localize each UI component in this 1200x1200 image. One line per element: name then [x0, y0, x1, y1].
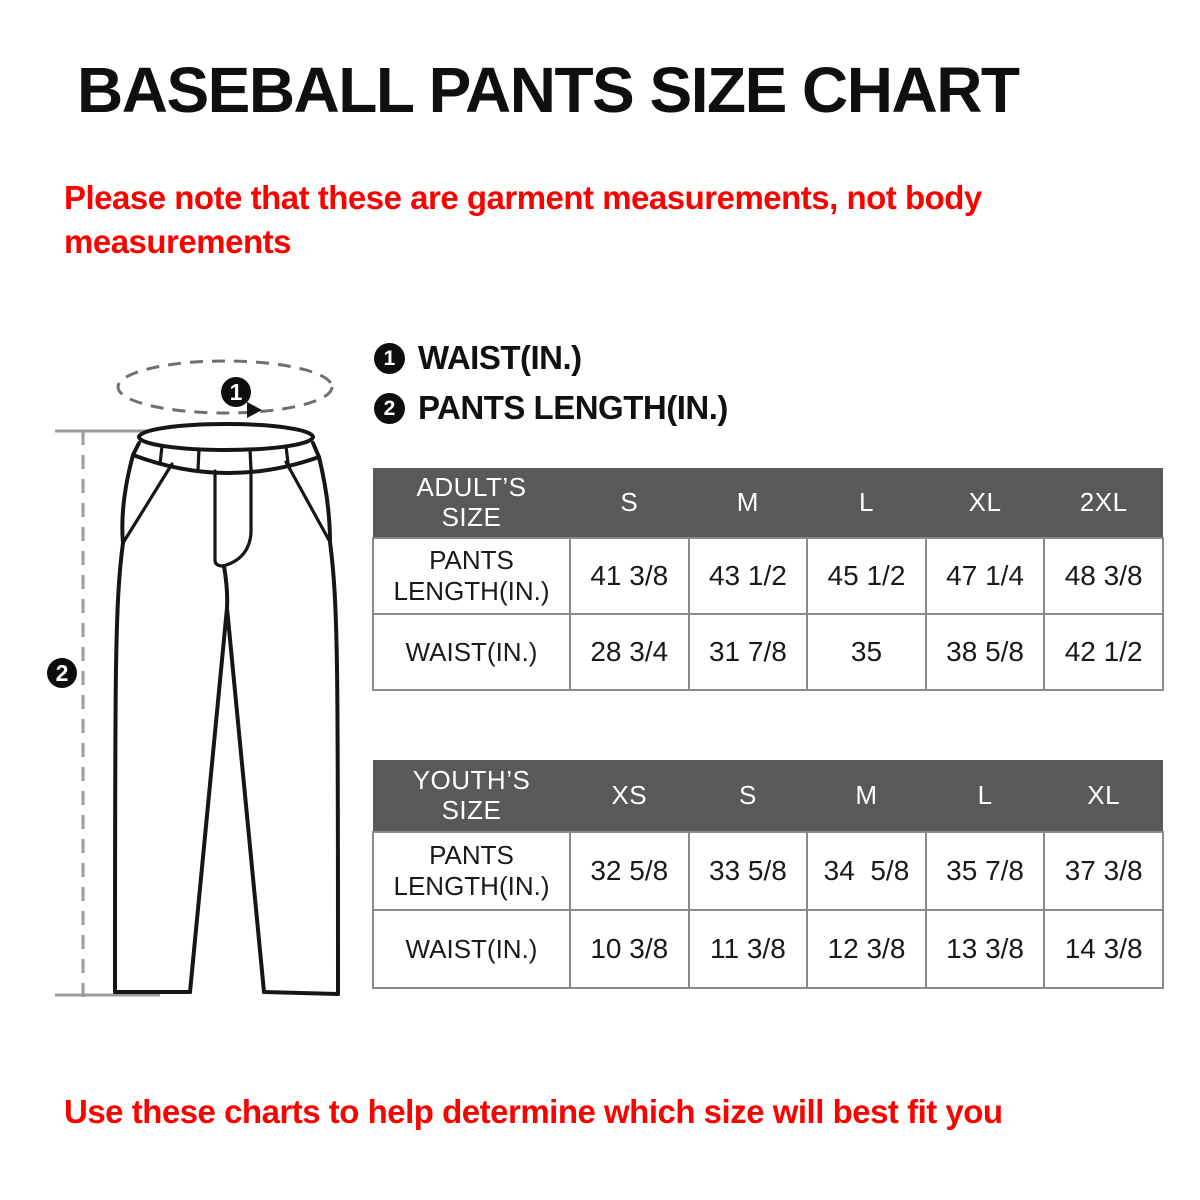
adult-waist-xl: 38 5/8: [926, 614, 1045, 690]
right-inseam: [227, 608, 264, 992]
adult-pants-length-xl: 47 1/4: [926, 538, 1045, 614]
legend-item-pants-length: [374, 383, 728, 433]
youth-pants-length-row: [373, 832, 1163, 910]
adult-pants-length-row: [373, 538, 1163, 614]
adult-pants-length-s: 41 3/8: [570, 538, 689, 614]
adult-size-col-xl: XL: [926, 468, 1045, 538]
pants-outline: [115, 424, 338, 994]
youth-size-col-s: S: [689, 760, 808, 832]
adult-waist-2xl: 42 1/2: [1044, 614, 1163, 690]
waist-measure-guide: [118, 361, 332, 418]
length-measure-guide: [47, 431, 160, 998]
page-title: BASEBALL PANTS SIZE CHART: [77, 54, 1019, 126]
pants-line-drawing: [35, 340, 365, 1040]
belt-loop: [198, 449, 199, 470]
youth-waist-xl: 14 3/8: [1044, 910, 1163, 988]
youth-waist-label: WAIST(IN.): [373, 910, 570, 988]
circled-2-number: 2: [55, 660, 69, 686]
belt-loop: [160, 446, 162, 464]
adult-header-row: [373, 468, 1163, 538]
legend-item-waist: [374, 333, 728, 383]
adult-waist-m: 31 7/8: [689, 614, 808, 690]
adult-size-col-s: S: [570, 468, 689, 538]
adult-pants-length-m: 43 1/2: [689, 538, 808, 614]
adult-waist-l: 35: [807, 614, 926, 690]
adult-pants-length-l: 45 1/2: [807, 538, 926, 614]
pants-diagram: [35, 340, 365, 1040]
youth-pants-length-xl: 37 3/8: [1044, 832, 1163, 910]
right-hem: [264, 992, 338, 994]
left-outer-seam: [115, 455, 133, 992]
youth-header-row: [373, 760, 1163, 832]
youth-waist-m: 12 3/8: [807, 910, 926, 988]
adult-size-table: [372, 468, 1164, 691]
adult-size-col-2xl: 2XL: [1044, 468, 1163, 538]
left-inseam: [190, 566, 227, 992]
fit-advice-note: Use these charts to help determine which size will best fit you: [64, 1093, 1003, 1130]
youth-pants-length-xs: 32 5/8: [570, 832, 689, 910]
youth-size-header-cell: YOUTH’S SIZE: [373, 760, 570, 832]
youth-pants-length-s: 33 5/8: [689, 832, 808, 910]
youth-size-table: [372, 760, 1164, 989]
legend-2-badge: 2: [374, 393, 405, 424]
youth-size-col-xs: XS: [570, 760, 689, 832]
legend-1-badge: 1: [374, 343, 405, 374]
youth-pants-length-label: PANTS LENGTH(IN.): [373, 832, 570, 910]
youth-pants-length-m: 34 5/8: [807, 832, 926, 910]
measurement-legend: [374, 333, 728, 433]
adult-pants-length-label: PANTS LENGTH(IN.): [373, 538, 570, 614]
left-pocket-line: [123, 464, 172, 543]
adult-waist-s: 28 3/4: [570, 614, 689, 690]
adult-waist-row: [373, 614, 1163, 690]
youth-waist-row: [373, 910, 1163, 988]
youth-waist-s: 11 3/8: [689, 910, 808, 988]
youth-pants-length-l: 35 7/8: [926, 832, 1045, 910]
garment-measurement-note: Please note that these are garment measurements, not body measurements: [64, 179, 982, 260]
youth-size-col-m: M: [807, 760, 926, 832]
youth-waist-l: 13 3/8: [926, 910, 1045, 988]
adult-waist-label: WAIST(IN.): [373, 614, 570, 690]
legend-pants-length-label: PANTS LENGTH(IN.): [418, 389, 728, 426]
fly-placket: [215, 468, 251, 566]
adult-size-col-m: M: [689, 468, 808, 538]
youth-size-col-l: L: [926, 760, 1045, 832]
legend-waist-label: WAIST(IN.): [418, 339, 582, 376]
measure-arrow-icon: [247, 402, 262, 418]
adult-size-col-l: L: [807, 468, 926, 538]
youth-size-col-xl: XL: [1044, 760, 1163, 832]
youth-waist-xs: 10 3/8: [570, 910, 689, 988]
adult-pants-length-2xl: 48 3/8: [1044, 538, 1163, 614]
adult-size-header-cell: ADULT’S SIZE: [373, 468, 570, 538]
circled-1-number: 1: [229, 379, 243, 405]
right-outer-seam: [319, 457, 338, 994]
